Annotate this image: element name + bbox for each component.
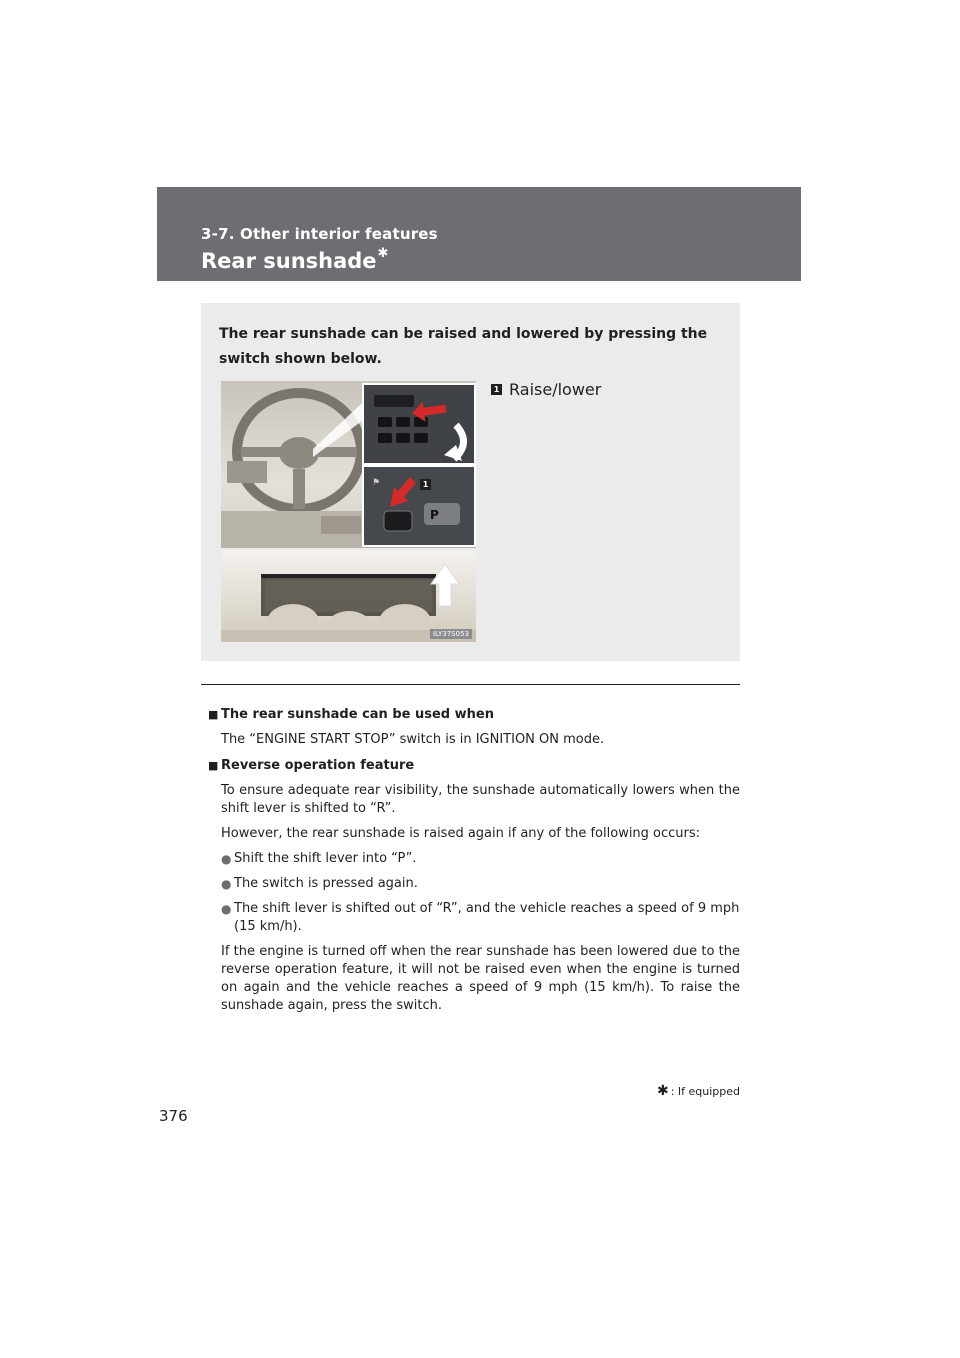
divider [201, 684, 740, 685]
legend-number-badge: 1 [491, 384, 502, 395]
page-title-text: Rear sunshade [201, 249, 377, 273]
list-item-text: The shift lever is shifted out of “R”, and the vehicle reaches a speed of 9 mph (15 km/h). [234, 901, 740, 934]
section-heading-text: The rear sunshade can be used when [221, 707, 494, 722]
svg-text:P: P [430, 508, 439, 522]
list-item [221, 875, 740, 893]
circle-bullet-icon: ● [221, 902, 232, 916]
square-bullet-icon: ■ [208, 759, 219, 772]
notes-body [208, 700, 740, 1015]
svg-text:⚑: ⚑ [372, 478, 381, 488]
panel-intro: The rear sunshade can be raised and lowered by pressing the switch shown below. [219, 326, 708, 367]
section-label: 3-7. Other interior features [201, 225, 438, 243]
page-title [201, 246, 389, 273]
paragraph: The “ENGINE START STOP” switch is in IGNITION ON mode. [221, 732, 605, 747]
section-heading [208, 706, 740, 724]
sunshade-switch-drawing [364, 467, 474, 545]
sunshade-switch-photo [362, 465, 476, 547]
footnote-text: : If equipped [670, 1084, 740, 1098]
illustration-panel [201, 303, 740, 661]
circle-bullet-icon: ● [221, 877, 232, 891]
rear-window-photo [221, 550, 476, 642]
page-number: 376 [159, 1107, 188, 1125]
section-heading-text: Reverse operation feature [221, 758, 415, 773]
list-item [221, 850, 740, 868]
section-header [157, 187, 801, 281]
if-equipped-mark: ✱ [656, 1083, 669, 1099]
paragraph: If the engine is turned off when the rear sunshade has been lowered due to the reverse operation feature, it will not be raised even when the engine is turned on again and the vehicle reaches a speed of 9 mph (15 km/h). To raise the sunshade again, press the switch. [221, 944, 740, 1013]
paragraph: However, the rear sunshade is raised again if any of the following occurs: [221, 826, 701, 841]
legend-item [491, 380, 601, 399]
photo-code: ILY37S053 [430, 629, 472, 639]
paragraph: To ensure adequate rear visibility, the sunshade automatically lowers when the shift lever is shifted to “R”. [221, 783, 740, 816]
square-bullet-icon: ■ [208, 708, 219, 721]
list-item-text: The switch is pressed again. [234, 876, 418, 891]
photo-callout-badge: 1 [420, 479, 431, 490]
legend-label: Raise/lower [509, 380, 602, 399]
if-equipped-mark: ✱ [377, 246, 389, 261]
section-heading [208, 757, 740, 775]
circle-bullet-icon: ● [221, 852, 232, 866]
switch-panel-photo [362, 383, 476, 465]
list-item [221, 900, 740, 936]
switch-panel-drawing [364, 385, 474, 463]
list-item-text: Shift the shift lever into “P”. [234, 851, 417, 866]
footnote [657, 1083, 740, 1099]
